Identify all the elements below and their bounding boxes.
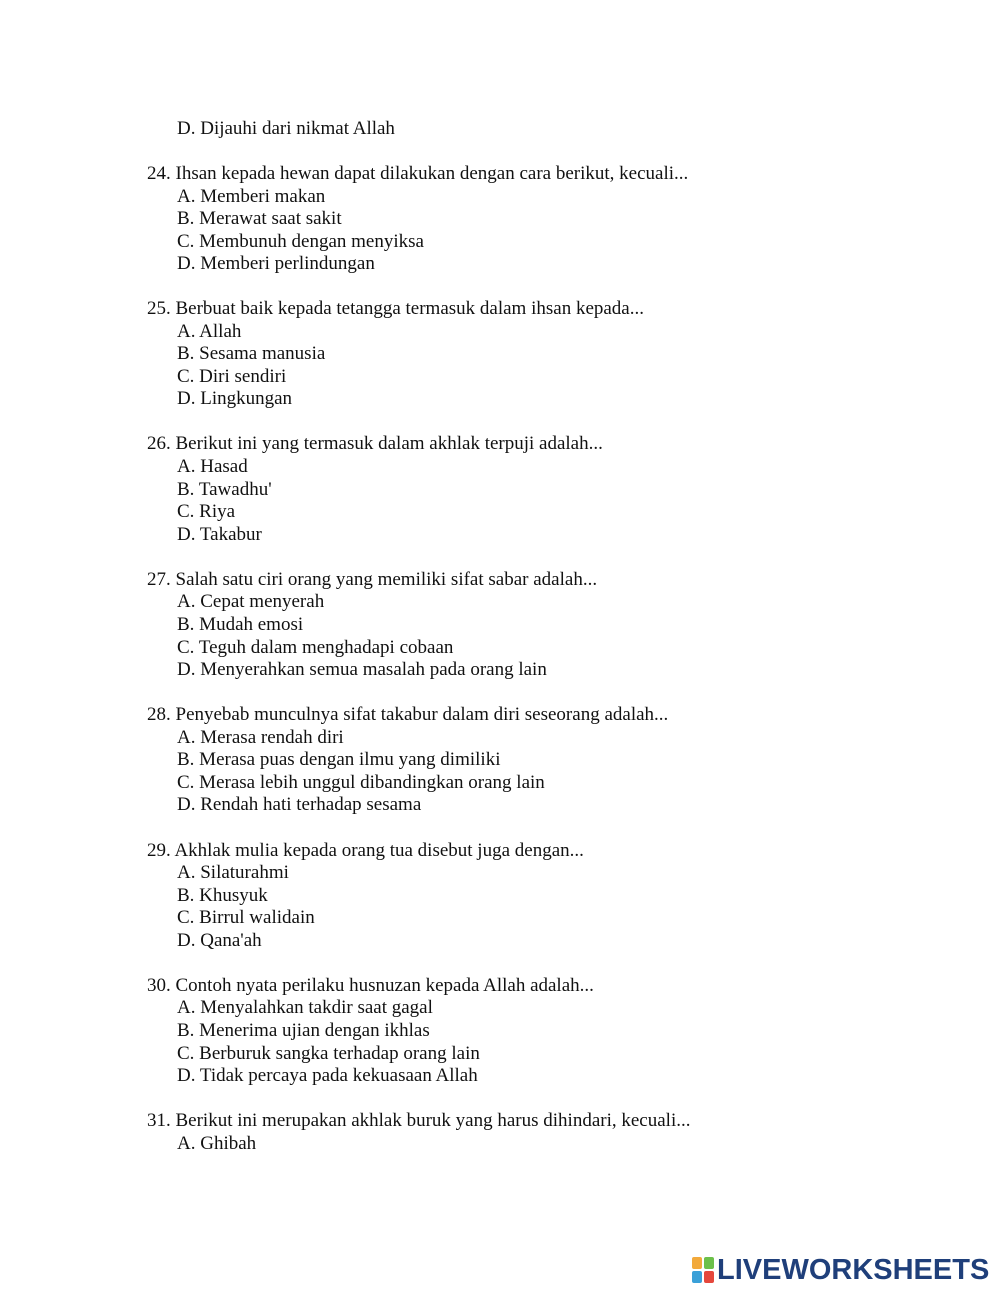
option-item: C. Birrul walidain (177, 907, 315, 928)
question-text: 26. Berikut ini yang termasuk dalam akhlak terpuji adalah... (147, 433, 603, 454)
question-text: 30. Contoh nyata perilaku husnuzan kepada Allah adalah... (147, 975, 594, 996)
option-item: D. Tidak percaya pada kekuasaan Allah (177, 1065, 478, 1086)
option-item: C. Membunuh dengan menyiksa (177, 231, 424, 252)
logo-text: LIVEWORKSHEETS (717, 1253, 990, 1286)
option-item: A. Cepat menyerah (177, 591, 325, 612)
logo-tile (692, 1257, 702, 1269)
option-item: B. Merawat saat sakit (177, 208, 342, 229)
logo-tile (704, 1271, 714, 1283)
option-item: D. Dijauhi dari nikmat Allah (177, 118, 395, 139)
logo-tile (692, 1271, 702, 1283)
option-item: A. Hasad (177, 456, 248, 477)
option-item: B. Merasa puas dengan ilmu yang dimiliki (177, 749, 501, 770)
logo-tile (704, 1257, 714, 1269)
question-text: 27. Salah satu ciri orang yang memiliki sifat sabar adalah... (147, 569, 598, 590)
option-item: C. Diri sendiri (177, 366, 287, 387)
option-item: B. Menerima ujian dengan ikhlas (177, 1020, 430, 1041)
option-item: A. Ghibah (177, 1133, 257, 1154)
option-item: D. Lingkungan (177, 388, 293, 409)
option-item: D. Rendah hati terhadap sesama (177, 794, 422, 815)
option-item: C. Berburuk sangka terhadap orang lain (177, 1043, 480, 1064)
option-item: D. Menyerahkan semua masalah pada orang lain (177, 659, 547, 680)
option-item: D. Takabur (177, 524, 262, 545)
option-item: A. Memberi makan (177, 186, 326, 207)
option-item: D. Memberi perlindungan (177, 253, 375, 274)
option-item: B. Tawadhu' (177, 479, 272, 500)
question-text: 31. Berikut ini merupakan akhlak buruk yang harus dihindari, kecuali... (147, 1110, 691, 1131)
option-item: C. Riya (177, 501, 236, 522)
option-item: C. Teguh dalam menghadapi cobaan (177, 637, 454, 658)
option-item: A. Merasa rendah diri (177, 727, 344, 748)
option-item: A. Allah (177, 321, 242, 342)
option-item: A. Menyalahkan takdir saat gagal (177, 997, 433, 1018)
option-item: B. Sesama manusia (177, 343, 326, 364)
liveworksheets-logo (692, 1255, 989, 1285)
option-item: C. Merasa lebih unggul dibandingkan orang lain (177, 772, 545, 793)
question-text: 25. Berbuat baik kepada tetangga termasuk dalam ihsan kepada... (147, 298, 644, 319)
question-text: 28. Penyebab munculnya sifat takabur dalam diri seseorang adalah... (147, 704, 669, 725)
option-item: B. Khusyuk (177, 885, 268, 906)
option-item: A. Silaturahmi (177, 862, 289, 883)
option-item: D. Qana'ah (177, 930, 262, 951)
question-text: 29. Akhlak mulia kepada orang tua disebut juga dengan... (147, 840, 584, 861)
option-item: B. Mudah emosi (177, 614, 304, 635)
question-text: 24. Ihsan kepada hewan dapat dilakukan dengan cara berikut, kecuali... (147, 163, 689, 184)
liveworksheets-mark-icon (692, 1257, 714, 1283)
